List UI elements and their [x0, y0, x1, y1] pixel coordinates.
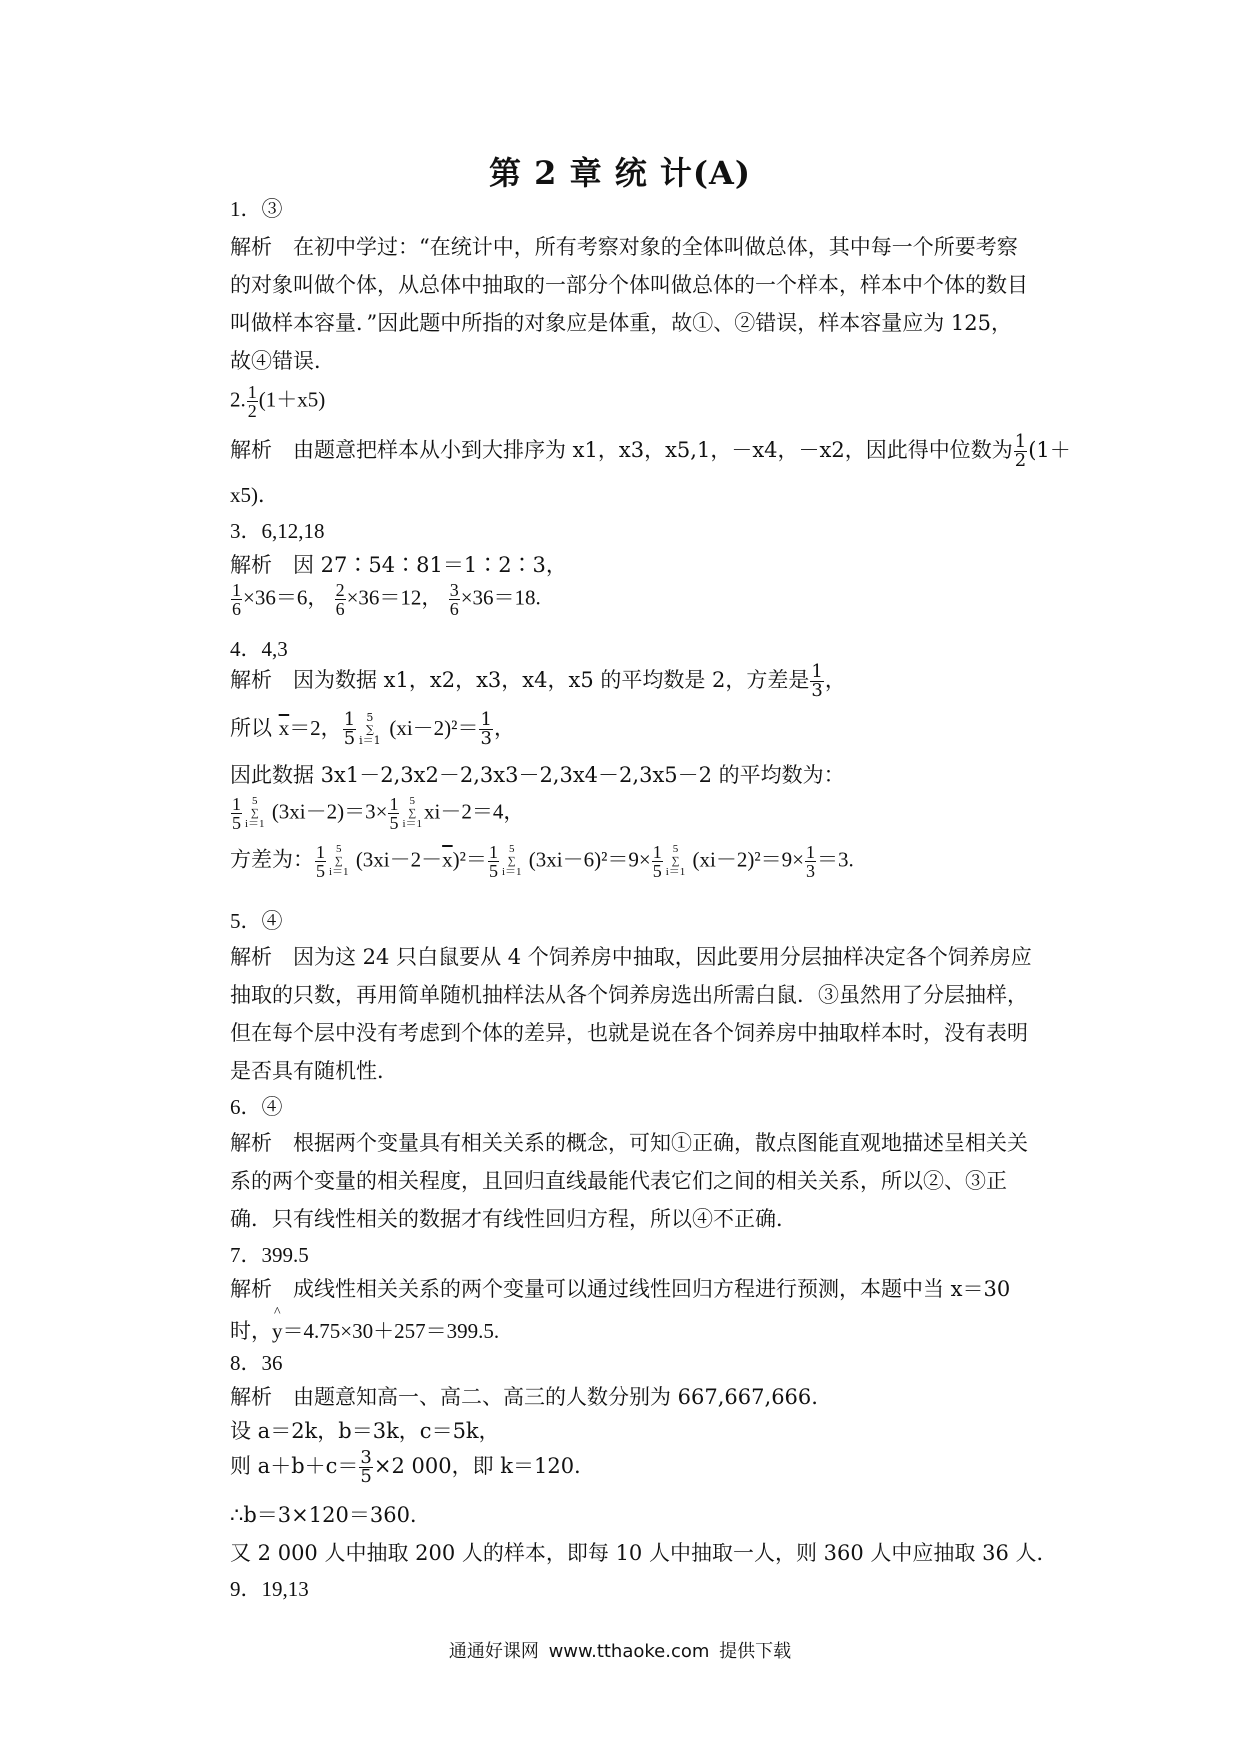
fraction-numerator: 1 [652, 842, 662, 862]
expression-part: ×36＝12， [346, 585, 443, 610]
fraction-numerator: 3 [449, 580, 459, 600]
answer-2-explanation-tail: (1＋ [1028, 438, 1071, 462]
answer-9-label: 9．19,13 [230, 1577, 309, 1601]
answer-2-explanation-text: 解析 由题意把样本从小到大排序为 x1，x3，x5,1，－x4，－x2，因此得中位数为 [230, 438, 1013, 462]
fraction-three-fifths [359, 1449, 372, 1486]
answer-8-explanation-line-5: 又 2 000 人中抽取 200 人的样本，即每 10 人中抽取一人，则 360 人中应抽取 36 人． [230, 1541, 1058, 1565]
sigma-icon: ∑ [408, 806, 417, 819]
answer-2-label [230, 383, 325, 420]
fraction-one-sixth [231, 581, 242, 618]
fraction-denominator: 5 [360, 1466, 372, 1487]
text: 所以 [230, 716, 272, 740]
summation-symbol [359, 712, 381, 747]
text: 时， [230, 1319, 272, 1343]
expression-part: xi－2＝4， [424, 799, 525, 824]
fraction-numerator: 1 [389, 794, 399, 814]
fraction-denominator: 6 [449, 599, 459, 619]
summation-symbol [329, 844, 349, 879]
expression-part: ×2 000，即 k＝120. [373, 1454, 581, 1478]
fraction-denominator: 6 [335, 599, 345, 619]
fraction-numerator: 1 [232, 794, 241, 814]
fraction-denominator: 2 [1014, 450, 1027, 471]
fraction-denominator: 3 [811, 680, 823, 701]
answer-1-explanation-line-3: 叫做样本容量．”因此题中所指的对象应是体重，故①、②错误，样本容量应为 125， [230, 311, 1012, 335]
sigma-icon: ∑ [507, 854, 516, 867]
answer-3-explanation-line-1: 解析 因 27∶54∶81＝1∶2∶3， [230, 553, 567, 577]
expression-part: ＝3. [817, 847, 854, 872]
sum-lower-limit: i＝1 [402, 818, 423, 831]
x-bar-symbol: $\overline{x}$ [278, 716, 290, 740]
fraction-one-third [479, 711, 492, 748]
fraction-denominator: 2 [247, 401, 257, 421]
answer-8-explanation-line-2: 设 a＝2k，b＝3k，c＝5k， [230, 1419, 500, 1443]
punctuation: ， [824, 668, 846, 692]
sum-upper-limit: 5 [508, 843, 515, 856]
fraction-numerator: 1 [480, 709, 492, 730]
fraction-one-fifth [652, 843, 663, 880]
answer-7-explanation-line-2 [230, 1315, 499, 1345]
fraction-numerator: 1 [1014, 431, 1027, 452]
page-footer [0, 1637, 1240, 1663]
fraction-denominator: 5 [389, 813, 399, 833]
fraction-numerator: 1 [806, 842, 815, 862]
fraction-numerator: 1 [811, 661, 823, 682]
answer-8-label: 8．36 [230, 1351, 283, 1375]
fraction-one-third [810, 663, 823, 700]
summation-symbol [245, 796, 265, 831]
sigma-icon: ∑ [671, 854, 680, 867]
answer-2-number: 2. [230, 387, 246, 412]
answer-4-explanation-line-1 [230, 663, 846, 700]
fraction-two-sixths [335, 581, 346, 618]
summation-symbol [502, 844, 522, 879]
fraction-one-half [247, 383, 258, 420]
fraction-denominator: 6 [232, 599, 241, 619]
answer-3-explanation-line-2 [230, 581, 541, 618]
answer-2-explanation-line-1 [230, 433, 1071, 470]
sum-upper-limit: 5 [252, 795, 258, 808]
answer-4-explanation-line-2 [230, 711, 515, 748]
fraction-numerator: 3 [360, 1447, 372, 1468]
answer-6-explanation-line-1: 解析 根据两个变量具有相关关系的概念，可知①正确，散点图能直观地描述呈相关关 [230, 1131, 1028, 1155]
fraction-numerator: 1 [343, 709, 356, 730]
summation-symbol [666, 844, 686, 879]
answer-2-explanation-line-2: x5)． [230, 483, 279, 507]
fraction-one-third [805, 843, 816, 880]
fraction-numerator: 1 [316, 842, 325, 862]
answer-2-expression: (1＋x5) [258, 387, 326, 412]
expression-part: (xi－2)²＝9× [692, 847, 804, 872]
answer-7-label: 7．399.5 [230, 1243, 309, 1267]
text: 方差为： [230, 847, 314, 872]
answer-3-label: 3．6,12,18 [230, 519, 325, 543]
answer-4-explanation-line-5 [230, 843, 854, 880]
fraction-denominator: 5 [343, 728, 356, 749]
answer-5-explanation-line-3: 但在每个层中没有考虑到个体的差异，也就是说在各个饲养房中抽取样本时，没有表明 [230, 1021, 1028, 1045]
expression-part: 则 a＋b＋c＝ [230, 1454, 359, 1478]
sum-lower-limit: i＝1 [329, 866, 349, 879]
answer-5-label: 5．④ [230, 909, 283, 933]
fraction-numerator: 1 [232, 580, 241, 600]
answer-1-explanation-line-1: 解析 在初中学过：“在统计中，所有考察对象的全体叫做总体，其中每一个所要考察 [230, 235, 1018, 259]
answer-1-label: 1．③ [230, 197, 283, 221]
sum-lower-limit: i＝1 [501, 866, 522, 879]
expression-part: (3xi－2－ [355, 847, 443, 872]
fraction-one-fifth [388, 795, 399, 832]
expression-part: ＝4.75×30＋257＝399.5. [282, 1319, 500, 1343]
answer-4-explanation-line-4 [230, 795, 524, 832]
page-title: 第 2 章 统 计(A) [489, 154, 751, 192]
answer-8-explanation-line-3 [230, 1449, 581, 1486]
sum-upper-limit: 5 [409, 795, 416, 808]
sum-lower-limit: i＝1 [359, 734, 381, 748]
answer-1-explanation-line-4: 故④错误． [230, 349, 335, 373]
fraction-denominator: 3 [480, 728, 492, 749]
footer-site-name: 通通好课网 [448, 1641, 539, 1662]
expression-part: ×36＝6， [243, 585, 329, 610]
answer-5-explanation-line-1: 解析 因为这 24 只白鼠要从 4 个饲养房中抽取，因此要用分层抽样决定各个饲养房应 [230, 945, 1032, 969]
fraction-denominator: 5 [488, 861, 498, 881]
fraction-numerator: 1 [488, 842, 498, 862]
fraction-denominator: 5 [232, 813, 241, 833]
answer-8-explanation-line-4: ∴b＝3×120＝360. [230, 1503, 417, 1527]
fraction-one-fifth [343, 711, 356, 748]
expression-part: (3xi－6)²＝9× [528, 847, 651, 872]
footer-suffix: 提供下载 [719, 1641, 792, 1662]
fraction-one-half [1014, 433, 1027, 470]
expression-part: (xi－2)²＝ [389, 716, 479, 740]
expression-part: ＝2， [289, 716, 342, 740]
sigma-icon: ∑ [365, 722, 374, 736]
answer-4-explanation-text: 解析 因为数据 x1，x2，x3，x4，x5 的平均数是 2，方差是 [230, 668, 810, 692]
expression-part: ×36＝18. [460, 585, 541, 610]
sum-lower-limit: i＝1 [665, 866, 686, 879]
fraction-numerator: 2 [335, 580, 345, 600]
answer-4-explanation-line-3: 因此数据 3x1－2,3x2－2,3x3－2,3x4－2,3x5－2 的平均数为： [230, 763, 845, 787]
x-bar-symbol: $\overline{x}$ [442, 847, 453, 872]
y-hat-symbol: ^ y [272, 1319, 283, 1344]
fraction-one-fifth [488, 843, 499, 880]
fraction-denominator: 3 [806, 861, 815, 881]
sigma-icon: ∑ [334, 854, 343, 867]
answer-1-explanation-line-2: 的对象叫做个体，从总体中抽取的一部分个体叫做总体的一个样本，样本中个体的数目 [230, 273, 1028, 297]
sum-upper-limit: 5 [366, 711, 374, 725]
fraction-one-fifth [231, 795, 242, 832]
answer-7-explanation-line-1: 解析 成线性相关关系的两个变量可以通过线性回归方程进行预测，本题中当 x＝30 [230, 1277, 1011, 1301]
answer-4-label: 4．4,3 [230, 637, 288, 661]
footer-url-link[interactable]: www.tthaoke.com [548, 1641, 710, 1662]
answer-8-explanation-line-1: 解析 由题意知高一、高二、高三的人数分别为 667,667,666. [230, 1385, 818, 1409]
answer-5-explanation-line-2: 抽取的只数，再用简单随机抽样法从各个饲养房选出所需白鼠．③虽然用了分层抽样， [230, 983, 1028, 1007]
sum-upper-limit: 5 [336, 843, 342, 856]
fraction-one-fifth [315, 843, 326, 880]
expression-part: )²＝ [452, 847, 487, 872]
answer-6-explanation-line-2: 系的两个变量的相关程度，且回归直线最能代表它们之间的相关关系，所以②、③正 [230, 1169, 1007, 1193]
fraction-denominator: 5 [652, 861, 662, 881]
answer-6-label: 6．④ [230, 1095, 283, 1119]
sum-lower-limit: i＝1 [245, 818, 265, 831]
answer-6-explanation-line-3: 确．只有线性相关的数据才有线性回归方程，所以④不正确． [230, 1207, 797, 1231]
answer-5-explanation-line-4: 是否具有随机性． [230, 1059, 398, 1083]
fraction-denominator: 5 [316, 861, 325, 881]
punctuation: ， [493, 716, 515, 740]
sigma-icon: ∑ [250, 806, 259, 819]
expression-part: (3xi－2)＝3× [271, 799, 388, 824]
fraction-three-sixths [449, 581, 460, 618]
sum-upper-limit: 5 [672, 843, 679, 856]
fraction-numerator: 1 [247, 382, 257, 402]
summation-symbol [402, 796, 422, 831]
